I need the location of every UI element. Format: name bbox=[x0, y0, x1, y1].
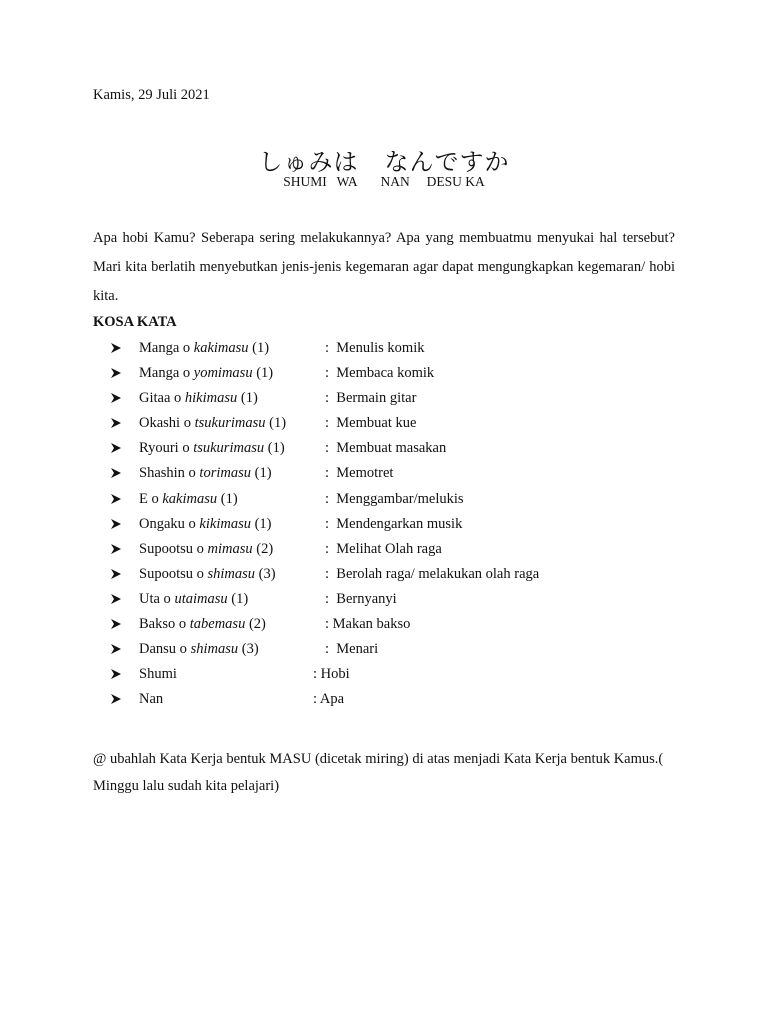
vocab-verb: yomimasu bbox=[193, 365, 253, 382]
vocab-term bbox=[139, 538, 273, 560]
vocab-verb: torimasu bbox=[199, 465, 251, 482]
vocab-term bbox=[139, 663, 177, 685]
vocab-definition: : Menulis komik bbox=[325, 340, 425, 356]
vocab-item bbox=[111, 337, 671, 362]
vocab-item bbox=[111, 638, 671, 663]
japanese-title-part-2: なんですか bbox=[384, 148, 510, 176]
vocab-definition: : Memotret bbox=[325, 465, 394, 482]
vocab-term bbox=[139, 688, 163, 710]
vocab-noun: Nan bbox=[139, 691, 164, 708]
arrow-bullet-icon bbox=[111, 619, 121, 629]
arrow-bullet-icon bbox=[111, 594, 121, 604]
vocab-definition: : Mendengarkan musik bbox=[325, 515, 463, 532]
arrow-bullet-icon bbox=[111, 694, 121, 704]
vocab-definition: : Membuat kue bbox=[325, 415, 417, 432]
arrow-bullet-icon bbox=[111, 443, 121, 453]
date-line: Kamis, 29 Juli 2021 bbox=[93, 87, 210, 103]
vocab-definition: : Bernyanyi bbox=[325, 590, 397, 607]
vocab-verb-group: (3) bbox=[255, 565, 276, 582]
vocab-term bbox=[139, 437, 285, 459]
vocab-definition: : Membuat masakan bbox=[325, 440, 447, 457]
vocab-noun: Manga o bbox=[139, 365, 194, 382]
vocab-term bbox=[139, 488, 238, 510]
arrow-bullet-icon bbox=[111, 544, 121, 554]
vocab-noun: Gitaa o bbox=[139, 390, 185, 407]
arrow-bullet-icon bbox=[111, 519, 121, 529]
vocab-noun: Okashi o bbox=[139, 415, 195, 432]
vocab-definition: : Hobi bbox=[313, 666, 350, 683]
arrow-bullet-icon bbox=[111, 669, 121, 679]
vocab-verb: mimasu bbox=[207, 540, 253, 557]
vocab-verb-group: (1) bbox=[251, 465, 272, 482]
vocab-noun: Supootsu o bbox=[139, 540, 208, 557]
vocab-term bbox=[139, 513, 272, 535]
vocab-item bbox=[111, 362, 671, 387]
vocab-verb-group: (3) bbox=[238, 641, 259, 658]
vocab-verb: kakimasu bbox=[193, 340, 249, 356]
vocab-noun: Dansu o bbox=[139, 641, 191, 658]
arrow-bullet-icon bbox=[111, 393, 121, 403]
japanese-title-part-1: しゅみは bbox=[258, 148, 359, 176]
vocab-item bbox=[111, 663, 671, 688]
vocab-verb: tsukurimasu bbox=[193, 440, 265, 457]
vocab-noun: Shumi bbox=[139, 666, 177, 683]
vocab-item bbox=[111, 513, 671, 538]
vocab-verb-group: (1) bbox=[248, 340, 270, 356]
vocab-verb-group: (1) bbox=[217, 490, 238, 507]
vocab-term bbox=[139, 412, 286, 434]
vocab-item bbox=[111, 412, 671, 437]
vocab-definition: : Apa bbox=[313, 691, 345, 708]
vocab-term bbox=[139, 613, 266, 635]
arrow-bullet-icon bbox=[111, 343, 121, 353]
arrow-bullet-icon bbox=[111, 418, 121, 428]
vocab-item bbox=[111, 387, 671, 412]
vocab-verb-group: (1) bbox=[265, 415, 287, 432]
vocab-noun: Ongaku o bbox=[139, 515, 200, 532]
vocab-noun: Ryouri o bbox=[139, 440, 194, 457]
vocab-verb-group: (1) bbox=[264, 440, 285, 457]
vocab-verb-group: (1) bbox=[250, 515, 272, 532]
instruction-note: @ ubahlah Kata Kerja bentuk MASU (dicetak miring) di atas menjadi Kata Kerja bentuk Kamus.( Minggu lalu sudah kita pelajari) bbox=[93, 751, 664, 794]
vocab-definition: : Membaca komik bbox=[325, 365, 435, 382]
vocab-verb-group: (2) bbox=[245, 616, 266, 633]
vocab-item bbox=[111, 688, 671, 713]
romaji-title: SHUMI WA NAN DESU KA bbox=[283, 174, 485, 189]
arrow-bullet-icon bbox=[111, 569, 121, 579]
vocab-item bbox=[111, 488, 671, 513]
vocab-term bbox=[139, 362, 273, 384]
vocab-item bbox=[111, 613, 671, 638]
vocab-noun: Bakso o bbox=[139, 616, 190, 633]
section-heading: KOSA KATA bbox=[93, 314, 177, 330]
vocab-item bbox=[111, 462, 671, 487]
vocab-item bbox=[111, 588, 671, 613]
vocab-verb-group: (1) bbox=[237, 390, 258, 407]
vocab-noun: Supootsu o bbox=[139, 565, 208, 582]
vocab-item bbox=[111, 538, 671, 563]
vocab-definition: : Menari bbox=[325, 641, 379, 658]
vocab-verb: shimasu bbox=[207, 565, 256, 582]
vocab-definition: : Menggambar/melukis bbox=[325, 490, 464, 507]
vocab-definition: : Makan bakso bbox=[325, 616, 411, 633]
vocab-verb: shimasu bbox=[190, 641, 239, 658]
vocab-verb: tabemasu bbox=[189, 616, 246, 633]
vocab-verb: kikimasu bbox=[199, 515, 251, 532]
vocab-item bbox=[111, 563, 671, 588]
vocab-noun: Shashin o bbox=[139, 465, 200, 482]
vocab-verb-group: (2) bbox=[252, 540, 274, 557]
vocab-verb: hikimasu bbox=[184, 390, 238, 407]
vocab-noun: Manga o bbox=[139, 340, 194, 356]
vocab-term bbox=[139, 387, 258, 409]
vocab-noun: Uta o bbox=[139, 590, 175, 607]
vocab-verb: utaimasu bbox=[174, 590, 228, 607]
arrow-bullet-icon bbox=[111, 644, 121, 654]
arrow-bullet-icon bbox=[111, 468, 121, 478]
vocab-verb-group: (1) bbox=[252, 365, 274, 382]
vocab-verb: tsukurimasu bbox=[194, 415, 266, 432]
vocab-verb: kakimasu bbox=[162, 490, 218, 507]
vocab-term bbox=[139, 563, 276, 585]
vocab-term bbox=[139, 588, 248, 610]
vocab-verb-group: (1) bbox=[227, 590, 249, 607]
arrow-bullet-icon bbox=[111, 494, 121, 504]
vocab-term bbox=[139, 337, 269, 359]
arrow-bullet-icon bbox=[111, 368, 121, 378]
vocab-definition: : Bermain gitar bbox=[325, 390, 417, 407]
vocab-term bbox=[139, 638, 259, 660]
vocab-definition: : Melihat Olah raga bbox=[325, 540, 442, 557]
vocab-item bbox=[111, 437, 671, 462]
vocab-definition: : Berolah raga/ melakukan olah raga bbox=[325, 565, 540, 582]
vocab-noun: E o bbox=[139, 490, 163, 507]
intro-paragraph: Apa hobi Kamu? Seberapa sering melakukannya? Apa yang membuatmu menyukai hal tersebut? Mari kita berlatih menyebutkan jenis-jenis kegemaran agar dapat mengungkapkan kegemaran/ hobi kita. bbox=[93, 230, 675, 304]
vocab-list bbox=[111, 337, 671, 713]
japanese-title bbox=[0, 142, 768, 177]
vocab-term bbox=[139, 462, 272, 484]
